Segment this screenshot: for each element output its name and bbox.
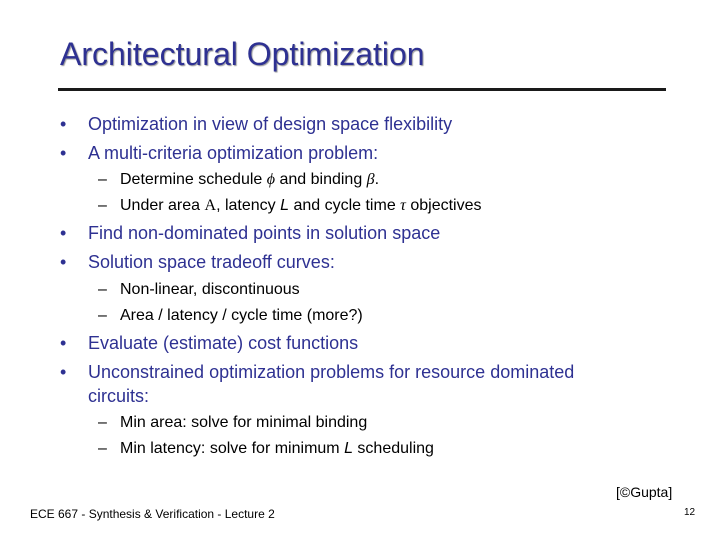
latency-symbol: L bbox=[344, 440, 353, 457]
bullet-text: Solution space tradeoff curves: bbox=[88, 252, 335, 272]
bullet-text: A multi-criteria optimization problem: bbox=[88, 143, 379, 163]
bullet-item bbox=[60, 360, 640, 408]
page-number: 12 bbox=[684, 507, 696, 518]
dash-glyph: – bbox=[98, 414, 107, 431]
latency-symbol: L bbox=[280, 197, 289, 214]
bullet-glyph: • bbox=[60, 362, 67, 382]
sub-bullet-text: Area / latency / cycle time (more?) bbox=[120, 307, 363, 324]
sub-bullet-text: Under area A, latency L and cycle time τ objectives bbox=[120, 197, 482, 214]
bullet-item bbox=[60, 331, 660, 355]
area-symbol: A bbox=[204, 197, 217, 214]
dash-glyph: – bbox=[98, 440, 107, 457]
bullet-item bbox=[60, 221, 660, 245]
bullet-glyph: • bbox=[60, 223, 67, 243]
title-underline bbox=[58, 88, 666, 91]
bullet-item bbox=[60, 141, 660, 165]
bullet-text: Unconstrained optimization problems for resource dominated circuits: bbox=[88, 362, 575, 406]
bullet-text: Find non-dominated points in solution space bbox=[88, 223, 441, 243]
bullet-item bbox=[60, 250, 660, 274]
credit-text: [©Gupta] bbox=[616, 484, 673, 500]
footer-text: ECE 667 - Synthesis & Verification - Lecture 2 bbox=[30, 507, 275, 521]
sub-bullet-item bbox=[98, 195, 658, 217]
tau-symbol: τ bbox=[400, 197, 406, 214]
sub-bullet-text: Min latency: solve for minimum L scheduling bbox=[120, 440, 434, 457]
sub-bullet-item bbox=[98, 438, 658, 460]
sub-bullet-item bbox=[98, 305, 658, 327]
slide-title: Architectural Optimization bbox=[60, 36, 425, 72]
beta-symbol: β bbox=[366, 171, 375, 188]
phi-symbol: ϕ bbox=[266, 171, 276, 188]
bullet-glyph: • bbox=[60, 333, 67, 353]
bullet-text: Optimization in view of design space flexibility bbox=[88, 114, 453, 134]
bullet-text: Evaluate (estimate) cost functions bbox=[88, 333, 359, 353]
bullet-item bbox=[60, 112, 660, 136]
sub-bullet-text: Non-linear, discontinuous bbox=[120, 281, 300, 298]
dash-glyph: – bbox=[98, 307, 107, 324]
sub-bullet-item bbox=[98, 169, 658, 191]
sub-bullet-item bbox=[98, 412, 658, 434]
bullet-glyph: • bbox=[60, 252, 67, 272]
sub-bullet-text: Determine schedule ϕ and binding β. bbox=[120, 171, 380, 188]
bullet-glyph: • bbox=[60, 114, 67, 134]
dash-glyph: – bbox=[98, 171, 107, 188]
dash-glyph: – bbox=[98, 197, 107, 214]
sub-bullet-item bbox=[98, 279, 658, 301]
dash-glyph: – bbox=[98, 281, 107, 298]
bullet-glyph: • bbox=[60, 143, 67, 163]
sub-bullet-text: Min area: solve for minimal binding bbox=[120, 414, 368, 431]
